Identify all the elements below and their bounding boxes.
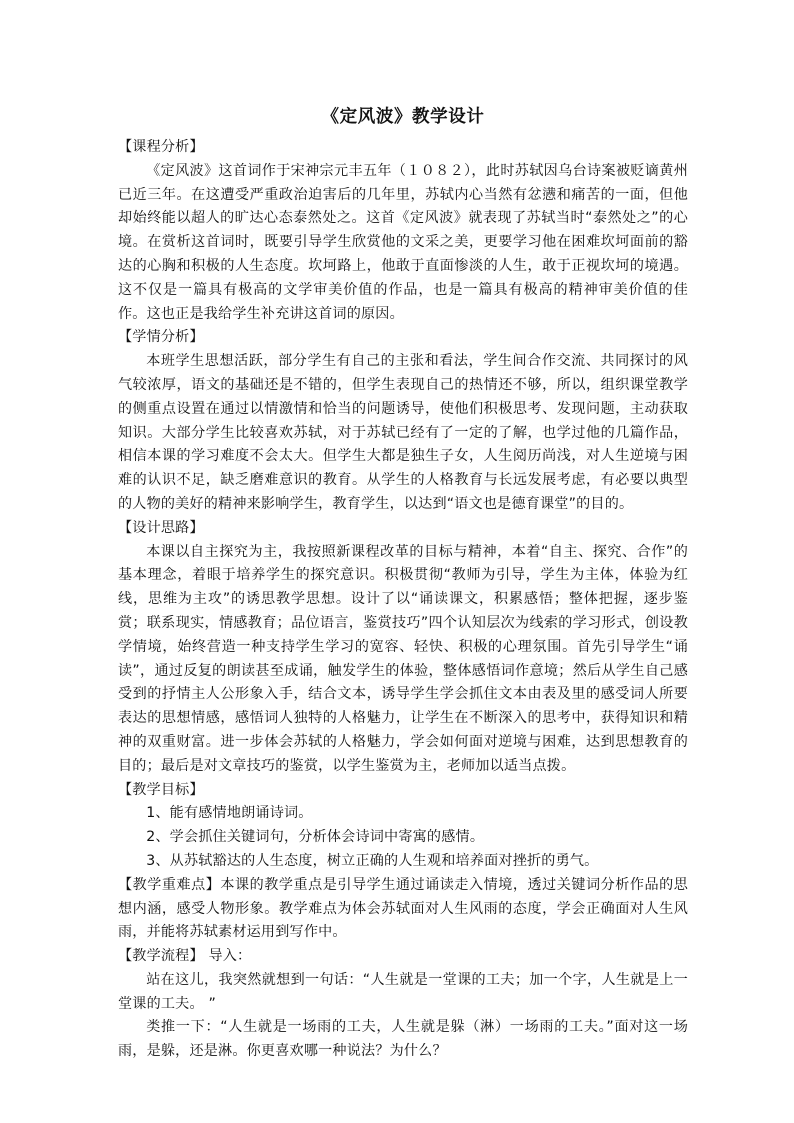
section-heading-students: 【学情分析】	[118, 329, 204, 346]
goal-item: 3、从苏轼豁达的人生态度，树立正确的人生观和培养面对挫折的勇气。	[146, 852, 599, 869]
keypoints-text: 本课的教学重点是引导学生通过诵读走入情境，透过关键词分析作品的思想内涵，感受人物形象。教学难点为体会苏轼面对人生风雨的态度，学会正确面对人生风雨，并能将苏轼素材运用到写作中。	[118, 876, 688, 941]
process-paragraph: 站在这儿，我突然就想到一句话：“人生就是一堂课的工夫；加一个字，人生就是上一堂课的工夫。 ”	[118, 971, 688, 1012]
section-heading-keypoints: 【教学重难点】	[118, 876, 221, 893]
document-title: 《定风波》教学设计	[321, 107, 485, 127]
keypoints-paragraph	[118, 874, 688, 945]
process-heading-line	[118, 945, 688, 969]
student-analysis-paragraph: 本班学生思想活跃，部分学生有自己的主张和看法，学生间合作交流、共同探讨的风气较浓厚，语文的基础还是不错的，但学生表现自己的热情还不够，所以，组织课堂教学的侧重点设置在通过以情激情和恰当的问题诱导，使他们积极思考、发现问题，主动获取知识。大部分学生比较喜欢苏轼，对于苏轼已经有了一定的了解，也学过他的几篇作品，相信本课的学习难度不会太大。但学生大都是独生子女，人生阅历尚浅，对人生逆境与困难的认识不足，缺乏磨难意识的教育。从学生的人格教育与长远发展考虑，有必要以典型的人物的美好的精神来影响学生，教育学生，以达到“语文也是德育课堂”的目的。	[118, 353, 688, 512]
process-paragraph: 类推一下：“人生就是一场雨的工夫，人生就是躲（淋）一场雨的工夫。”面对这一场雨，是躲，还是淋。你更喜欢哪一种说法？为什么？	[118, 1019, 688, 1060]
section-heading-design: 【设计思路】	[118, 519, 204, 536]
section-heading-course: 【课程分析】	[118, 139, 204, 155]
document-page	[118, 104, 688, 1064]
design-idea-paragraph: 本课以自主探究为主，我按照新课程改革的目标与精神，本着“自主、探究、合作”的基本理念，着眼于培养学生的探究意识。积极贯彻“教师为引导，学生为主体，体验为红线，思维为主攻”的诱思教学思想。设计了以“诵读课文，积累感悟；整体把握，逐步鉴赏；联系现实，情感教育；品位语言，鉴赏技巧”四个认知层次为线索的学习形式，创设教学情境，始终营造一种支持学生学习的宽容、轻快、积极的心理氛围。首先引导学生“诵读”，通过反复的朗读甚至成诵，触发学生的体验，整体感悟词作意境；然后从学生自己感受到的抒情主人公形象入手，结合文本，诱导学生学会抓住文本由表及里的感受词人所要表达的思想情感，感悟词人独特的人格魅力，让学生在不断深入的思考中，获得知识和精神的双重财富。进一步体会苏轼的人格魅力，学会如何面对逆境与困难，达到思想教育的目的；最后是对文章技巧的鉴赏，以学生鉴赏为主，老师加以适当点拨。	[118, 543, 688, 774]
section-heading-goals: 【教学目标】	[118, 781, 204, 798]
course-analysis-paragraph: 《定风波》这首词作于宋神宗元丰五年（１０８２），此时苏轼因乌台诗案被贬谪黄州已近三年。在这遭受严重政治迫害后的几年里，苏轼内心当然有忿懑和痛苦的一面，但他却始终能以超人的旷达心态泰然处之。这首《定风波》就表现了苏轼当时“泰然处之”的心境。在赏析这首词时，既要引导学生欣赏他的文采之美，更要学习他在困难坎坷面前的豁达的心胸和积极的人生态度。坎坷路上，他敢于直面惨淡的人生，敢于正视坎坷的境遇。这不仅是一篇具有极高的文学审美价值的作品，也是一篇具有极高的精神审美价值的佳作。这也正是我给学生补充讲这首词的原因。	[118, 162, 688, 322]
section-heading-process: 【教学流程】	[118, 948, 204, 965]
process-subheading: 导入：	[203, 948, 252, 965]
goal-item: 1、能有感情地朗诵诗词。	[146, 805, 313, 822]
goal-item: 2、学会抓住关键词句，分析体会诗词中寄寓的感情。	[146, 829, 485, 846]
